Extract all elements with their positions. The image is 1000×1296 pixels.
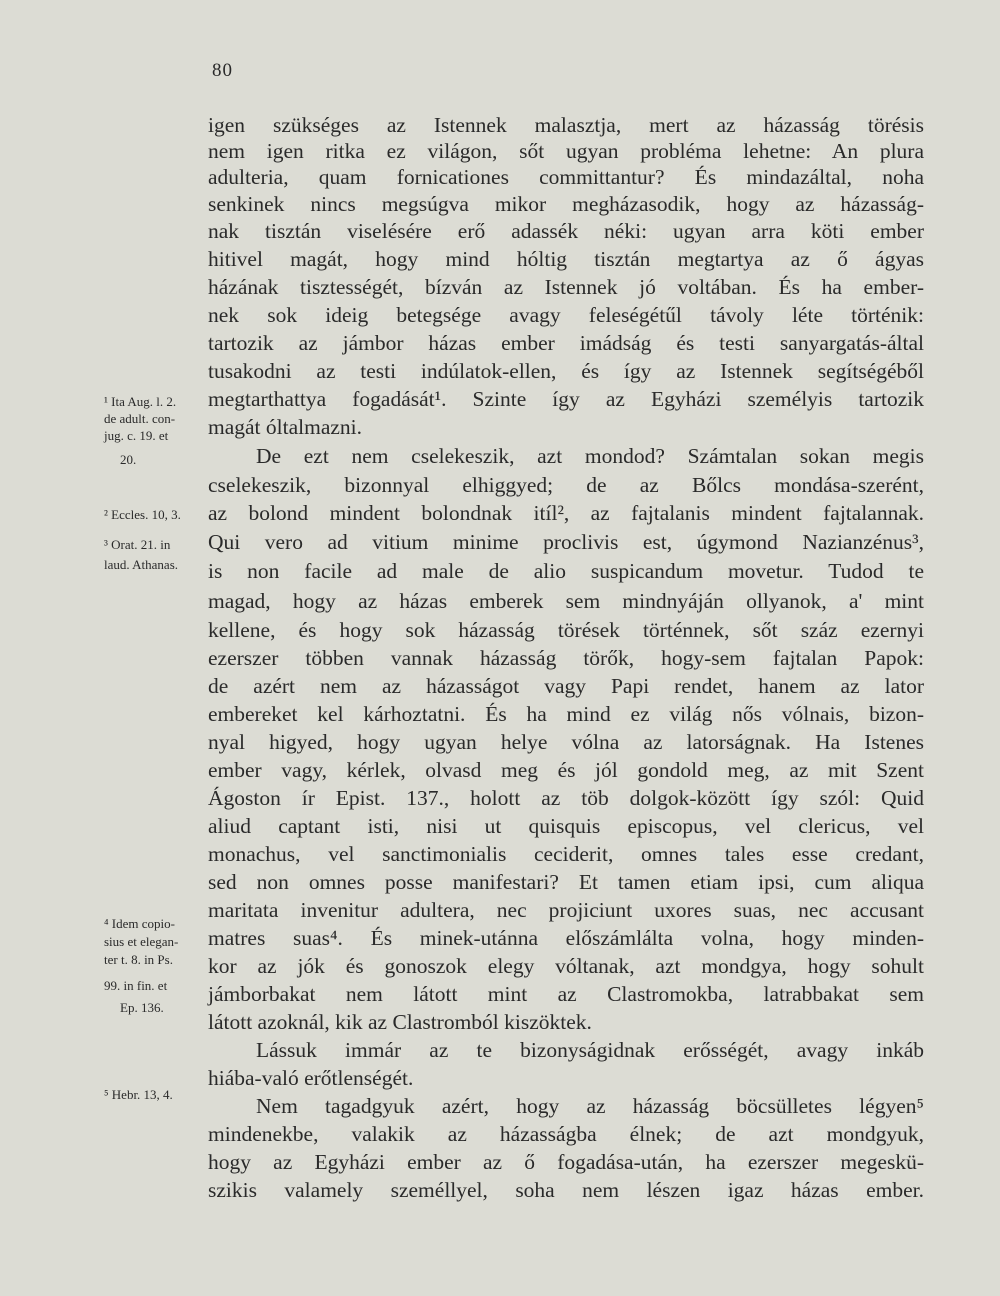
text-line: de azért nem az házasságot vagy Papi rendet, hanem az lator — [208, 674, 924, 698]
margin-note: 20. — [120, 452, 137, 467]
text-line: tusakodni az testi indúlatok-ellen, és így az Istennek segítségéből — [208, 359, 924, 383]
text-line: sed non omnes posse manifestari? Et tamen etiam ipsi, cum aliqua — [208, 870, 924, 894]
margin-note: jug. c. 19. et — [104, 428, 169, 443]
text-line: szikis valamely személlyel, soha nem lészen igaz házas ember. — [208, 1178, 924, 1202]
margin-note: 99. in fin. et — [104, 978, 168, 993]
text-line: megtarthattya fogadását¹. Szinte így az Egyházi személyis tartozik — [208, 387, 924, 411]
text-line: nek sok ideig betegsége avagy feleségétűl távoly léte történik: — [208, 303, 924, 327]
margin-note: ter t. 8. in Ps. — [104, 952, 173, 967]
text-line: Nem tagadgyuk azért, hogy az házasság böcsülletes légyen⁵ — [256, 1094, 924, 1118]
text-line: De ezt nem cselekeszik, azt mondod? Számtalan sokan megis — [256, 444, 924, 468]
text-line: magad, hogy az házas emberek sem mindnyáján ollyanok, a' mint — [208, 589, 924, 613]
text-line: tartozik az jámbor házas ember imádság és testi sanyargatás-által — [208, 331, 924, 355]
margin-note: ⁴ Idem copio- — [104, 916, 175, 931]
text-line: kellene, és hogy sok házasság törések történnek, sőt száz ezernyi — [208, 618, 924, 642]
text-line: látott azoknál, kik az Clastromból kiszöktek. — [208, 1010, 592, 1034]
text-line: hitivel magát, hogy mind hóltig tisztán megtartya az ő ágyas — [208, 247, 924, 271]
text-line: Lássuk immár az te bizonyságidnak erősségét, avagy inkáb — [256, 1038, 924, 1062]
text-line: monachus, vel sanctimonialis ceciderit, omnes tales esse credant, — [208, 842, 924, 866]
text-line: aliud captant isti, nisi ut quisquis episcopus, vel clericus, vel — [208, 814, 924, 838]
text-line: Qui vero ad vitium minime proclivis est, úgymond Nazianzénus³, — [208, 530, 924, 554]
text-line: kor az jók és gonoszok elegy vóltanak, azt mondgya, hogy sohult — [208, 954, 924, 978]
text-line: matres suas⁴. És minek-utánna előszámlálta volna, hogy minden- — [208, 926, 924, 950]
text-line: ezerszer többen vannak házasság törők, hogy-sem fajtalan Papok: — [208, 646, 924, 670]
text-line: jámborbakat nem látott mint az Clastromokba, latrabbakat sem — [208, 982, 924, 1006]
text-line: hogy az Egyházi ember az ő fogadása-után, ha ezerszer megeskü- — [208, 1150, 924, 1174]
text-line: Ágoston ír Epist. 137., holott az töb dolgok-között így szól: Quid — [208, 786, 924, 810]
text-line: mindenekbe, valakik az házasságba élnek; de azt mondgyuk, — [208, 1122, 924, 1146]
text-line: nem igen ritka ez világon, sőt ugyan probléma lehetne: An plura — [208, 139, 924, 163]
text-line: hiába-való erőtlenségét. — [208, 1066, 414, 1090]
text-line: is non facile ad male de alio suspicandum movetur. Tudod te — [208, 559, 924, 583]
text-line: az bolond mindent bolondnak itíl², az fajtalanis mindent fajtalannak. — [208, 501, 924, 525]
margin-note: Ep. 136. — [120, 1000, 164, 1015]
text-line: igen szükséges az Istennek malasztja, mert az házasság törésis — [208, 113, 924, 137]
text-line: magát óltalmazni. — [208, 415, 363, 439]
margin-note: laud. Athanas. — [104, 557, 179, 572]
text-line: cselekeszik, bizonnyal elhiggyed; de az Bőlcs mondása-szerént, — [208, 473, 924, 497]
text-line: nyal higyed, hogy ugyan helye vólna az latorságnak. Ha Istenes — [208, 730, 924, 754]
text-line: maritata invenitur adultera, nec projiciunt uxores suas, nec accusant — [208, 898, 924, 922]
margin-note: de adult. con- — [104, 411, 176, 426]
text-line: ember vagy, kérlek, olvasd meg és jól gondold meg, az mit Szent — [208, 758, 924, 782]
text-line: adulteria, quam fornicationes committantur? És mindazáltal, noha — [208, 165, 924, 189]
text-line: házának tisztességét, bízván az Istennek jó voltában. És ha ember- — [208, 275, 924, 299]
margin-note: ⁵ Hebr. 13, 4. — [104, 1087, 173, 1102]
margin-note: ³ Orat. 21. in — [104, 537, 171, 552]
margin-note: sius et elegan- — [104, 934, 179, 949]
page-number: 80 — [212, 60, 233, 81]
text-line: embereket kel kárhoztatni. És ha mind ez világ nős vólnais, bizon- — [208, 702, 924, 726]
text-line: nak tisztán viselésére erő adassék néki: ugyan arra köti ember — [208, 219, 924, 243]
margin-note: ² Eccles. 10, 3. — [104, 507, 181, 522]
margin-note: ¹ Ita Aug. l. 2. — [104, 394, 177, 409]
text-line: senkinek nincs megsúgva mikor megházasodik, hogy az házasság- — [208, 192, 924, 216]
